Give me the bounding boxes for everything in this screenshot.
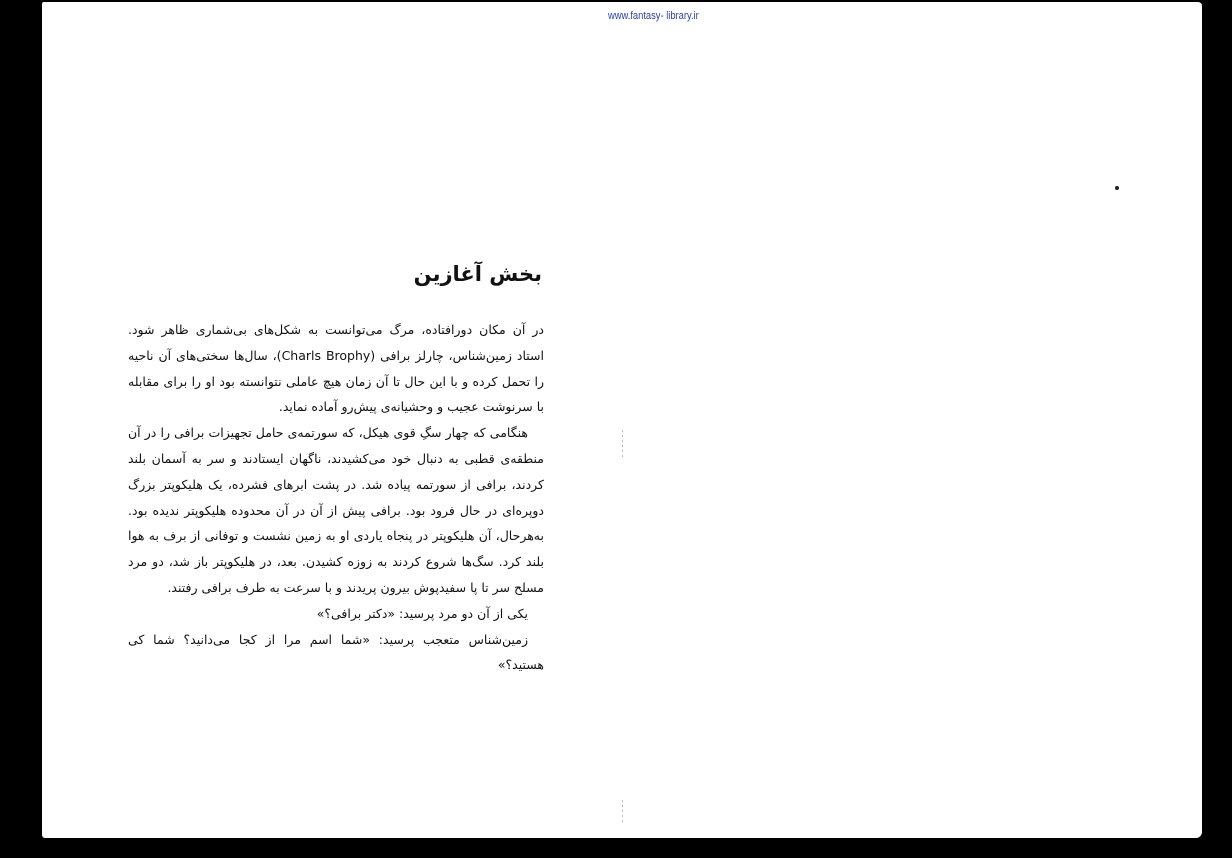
page-fold-mark (622, 430, 623, 458)
paragraph: زمین‌شناس متعجب پرسید: «شما اسم مرا از کجا می‌دانید؟ شما کی هستید؟» (128, 631, 544, 673)
paragraph: در آن مکان دورافتاده، مرگ می‌توانست به شکل‌های بی‌شماری ظاهر شود. استاد زمین‌شناس، چارلز برافی (Charls Brophy)، سال‌ها سختی‌های آن ناحیه را تحمل کرده و با این حال تا آن زمان هیچ عاملی نتوانسته بود او را برای مقابله با سرنوشت عجیب و وحشیانه‌ی پیش‌رو آماده نماید. (128, 322, 544, 415)
page-speck (1115, 186, 1119, 190)
paragraph: هنگامی که چهار سگِ قوی هیکل، که سورتمه‌ی حامل تجهیزات برافی را در آن منطقه‌ی قطبی به دنبال خود می‌کشیدند، ناگهان ایستادند و سر به آسمان بلند کردند، برافی از سورتمه پیاده شد. در پشت ابرهای فشرده، یک هلیکوپتر بزرگ دوپره‌ای در حال فرود بود. برافی پیش از آن در آن محدوده هلیکوپتر ندیده بود. به‌هرحال، آن هلیکوپتر در پنجاه یاردی او به زمین نشست و توفانی از برف به هوا بلند کرد. سگ‌ها شروع کردند به زوزه کشیدن. بعد، در هلیکوپتر باز شد، دو مرد مسلح سر تا پا سفیدپوش بیرون پریدند و با سرعت به طرف برافی رفتند. (128, 425, 544, 595)
paragraph: یکی از آن دو مرد پرسید: «دکتر برافی؟» (316, 605, 528, 621)
chapter-title: بخش آغازین (413, 262, 542, 286)
site-watermark-link[interactable]: www.fantasy- library.ir (608, 10, 699, 22)
page-fold-mark (622, 800, 623, 822)
chapter-body (128, 317, 544, 678)
